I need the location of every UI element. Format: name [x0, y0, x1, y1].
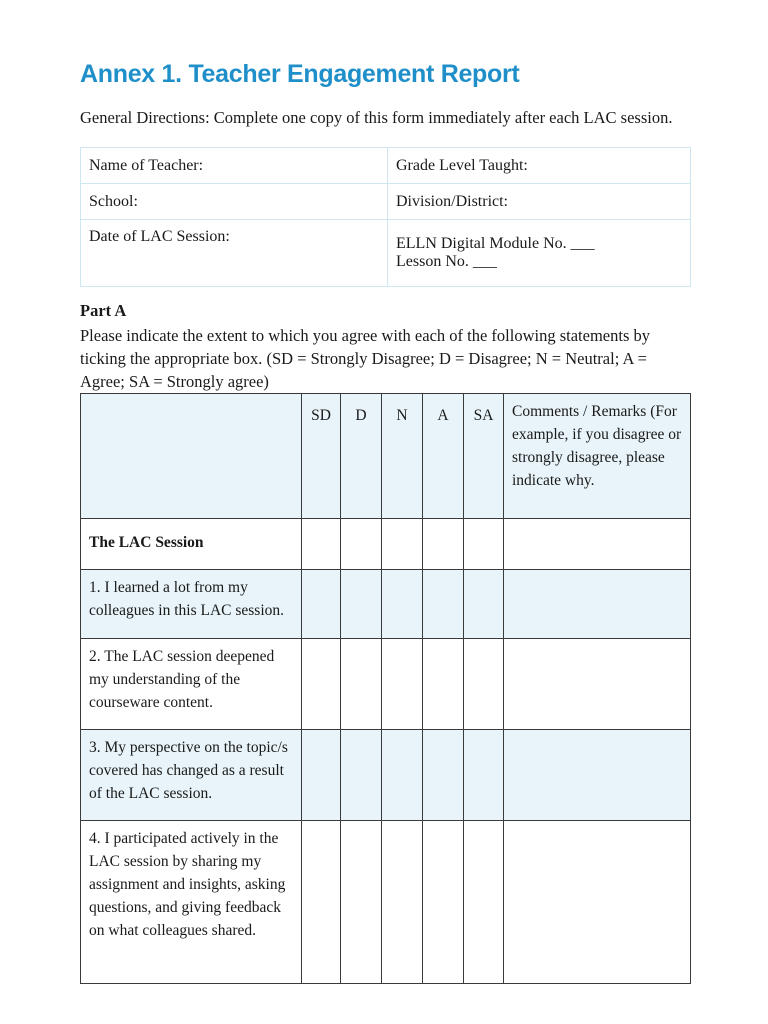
info-row-date — [81, 220, 691, 287]
grade-level-field[interactable]: Grade Level Taught: — [388, 148, 691, 184]
school-field[interactable]: School: — [81, 184, 388, 220]
statement-row-2 — [81, 639, 691, 730]
module-number-field[interactable]: ELLN Digital Module No. ___ — [396, 235, 595, 252]
date-of-session-field[interactable]: Date of LAC Session: — [81, 220, 388, 287]
rating-cell — [341, 519, 382, 570]
section-label: The LAC Session — [81, 519, 302, 570]
statement-row-3 — [81, 730, 691, 821]
rating-checkbox-sd[interactable] — [302, 639, 341, 730]
general-directions: General Directions: Complete one copy of this form immediately after each LAC session. — [80, 108, 673, 127]
rating-checkbox-sa[interactable] — [464, 639, 504, 730]
rating-checkbox-n[interactable] — [382, 639, 423, 730]
rating-cell — [464, 519, 504, 570]
rating-checkbox-sa[interactable] — [464, 730, 504, 821]
rating-checkbox-a[interactable] — [423, 730, 464, 821]
part-a-heading: Part A — [80, 301, 127, 320]
rating-cell — [423, 519, 464, 570]
division-field[interactable]: Division/District: — [388, 184, 691, 220]
info-row-school — [81, 184, 691, 220]
rating-cell — [382, 519, 423, 570]
column-header-sd: SD — [302, 394, 341, 519]
teacher-info-table — [80, 147, 691, 287]
rating-table — [80, 393, 691, 984]
info-row-name — [81, 148, 691, 184]
statement-text: 3. My perspective on the topic/s covered has changed as a result of the LAC session. — [81, 730, 302, 821]
statement-text: 4. I participated actively in the LAC session by sharing my assignment and insights, asking questions, and giving feedback on what colleagues shared. — [81, 821, 302, 984]
comments-field[interactable] — [504, 821, 691, 984]
rating-checkbox-n[interactable] — [382, 730, 423, 821]
column-header-comments: Comments / Remarks (For example, if you disagree or strongly disagree, please indicate why. — [504, 394, 691, 519]
page-title: Annex 1. Teacher Engagement Report — [80, 60, 520, 88]
rating-checkbox-sd[interactable] — [302, 570, 341, 639]
rating-checkbox-sd[interactable] — [302, 730, 341, 821]
statement-row-1 — [81, 570, 691, 639]
comments-field[interactable] — [504, 730, 691, 821]
comments-field[interactable] — [504, 639, 691, 730]
module-lesson-cell — [388, 220, 691, 287]
rating-checkbox-n[interactable] — [382, 570, 423, 639]
rating-checkbox-d[interactable] — [341, 639, 382, 730]
statement-text: 1. I learned a lot from my colleagues in this LAC session. — [81, 570, 302, 639]
section-row — [81, 519, 691, 570]
rating-header-row — [81, 394, 691, 519]
rating-checkbox-a[interactable] — [423, 639, 464, 730]
name-of-teacher-field[interactable]: Name of Teacher: — [81, 148, 388, 184]
rating-checkbox-n[interactable] — [382, 821, 423, 984]
rating-checkbox-a[interactable] — [423, 821, 464, 984]
column-header-a: A — [423, 394, 464, 519]
rating-checkbox-sa[interactable] — [464, 570, 504, 639]
rating-checkbox-d[interactable] — [341, 821, 382, 984]
comments-field[interactable] — [504, 570, 691, 639]
column-header-n: N — [382, 394, 423, 519]
statement-text: 2. The LAC session deepened my understanding of the courseware content. — [81, 639, 302, 730]
rating-checkbox-a[interactable] — [423, 570, 464, 639]
rating-checkbox-d[interactable] — [341, 730, 382, 821]
header-blank-cell — [81, 394, 302, 519]
column-header-d: D — [341, 394, 382, 519]
lesson-number-field[interactable]: Lesson No. ___ — [396, 253, 497, 270]
statement-row-4 — [81, 821, 691, 984]
rating-checkbox-sa[interactable] — [464, 821, 504, 984]
comments-cell — [504, 519, 691, 570]
rating-cell — [302, 519, 341, 570]
column-header-sa: SA — [464, 394, 504, 519]
part-a-instructions: Please indicate the extent to which you agree with each of the following statements by ticking the appropriate box. (SD = Strongly Disagree; D = Disagree; N = Neutral; A = Agree; SA = Strongly agree) — [80, 326, 650, 391]
rating-checkbox-d[interactable] — [341, 570, 382, 639]
rating-checkbox-sd[interactable] — [302, 821, 341, 984]
